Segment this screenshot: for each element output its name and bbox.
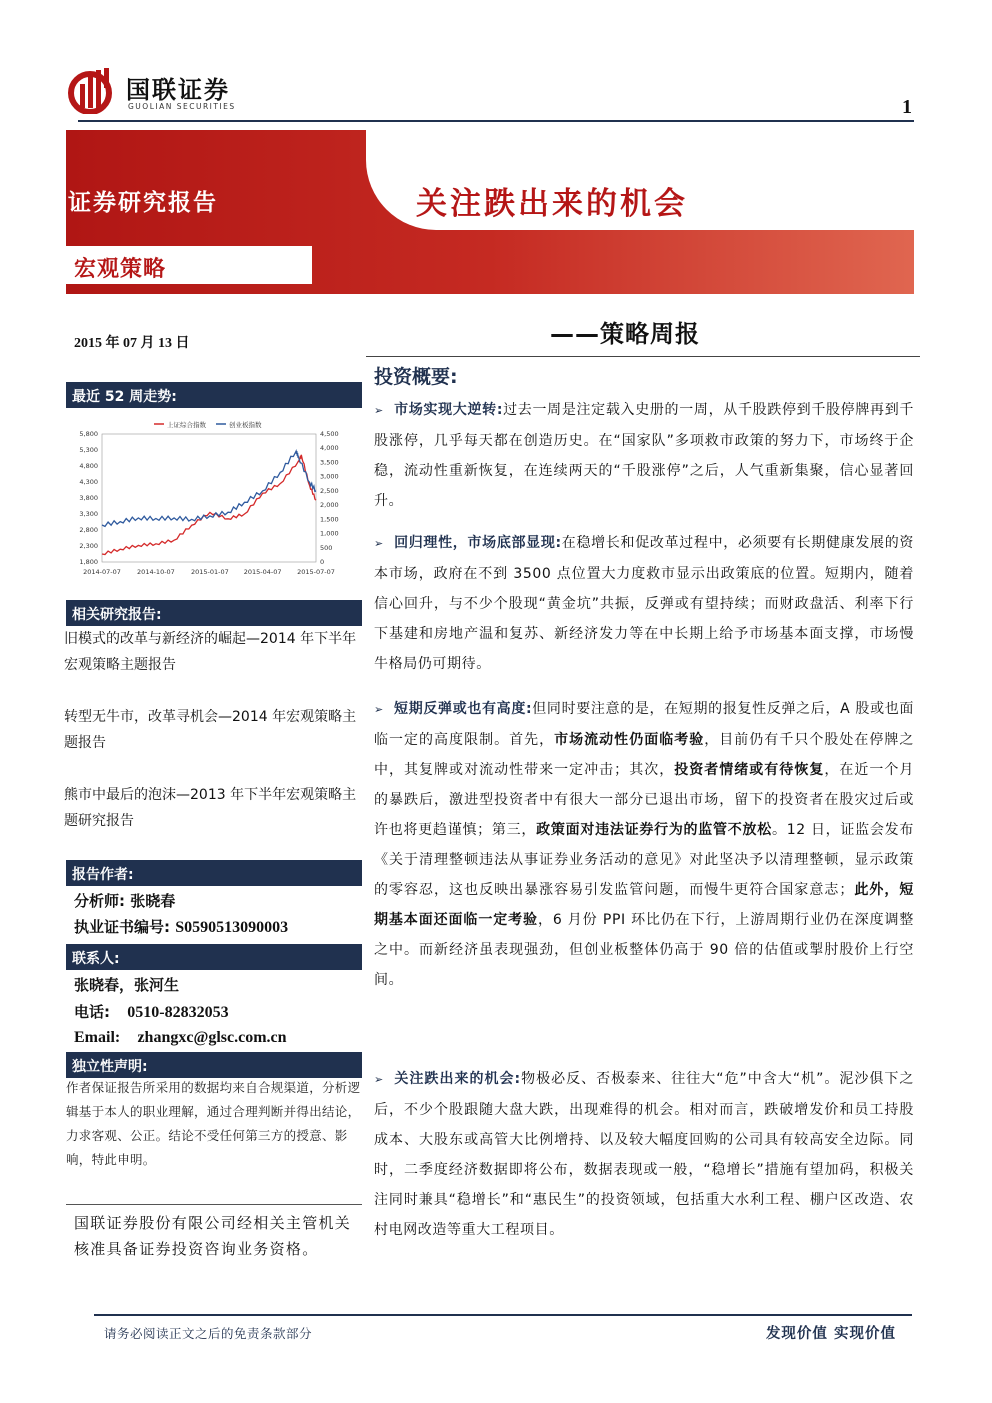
y-right-tick-label: 3,000 xyxy=(320,472,339,481)
email-line xyxy=(74,1028,287,1047)
brand-name-cn: 国联证券 xyxy=(126,76,230,104)
y-left-tick-label: 4,300 xyxy=(79,478,98,486)
y-right-tick-label: 1,500 xyxy=(320,515,339,524)
summary-point-1 xyxy=(374,395,914,516)
report-title: 关注跌出来的机会 xyxy=(416,186,688,222)
trend-header: 最近 52 周走势: xyxy=(66,382,362,408)
independence-statement: 作者保证报告所采用的数据均来自合规渠道，分析逻辑基于本人的职业理解，通过合理判断并得出结论，力求客观、公正。结论不受任何第三方的授意、影响，特此申明。 xyxy=(66,1080,361,1167)
summary-point-4 xyxy=(374,1064,914,1245)
brand-logo xyxy=(66,68,266,118)
related-header: 相关研究报告: xyxy=(66,600,362,626)
section-tag xyxy=(66,246,312,284)
y-left-tick-label: 5,300 xyxy=(79,446,98,454)
summary-point-3 xyxy=(374,694,914,995)
contacts-line: 张晓春，张河生 xyxy=(74,976,180,994)
cert-line xyxy=(74,916,288,937)
subtitle-divider xyxy=(366,356,920,357)
arrow-bullet-icon: ➢ xyxy=(374,404,384,417)
arrow-bullet-icon: ➢ xyxy=(374,1073,384,1086)
email-label: Email: xyxy=(74,1029,121,1046)
point-1-text: 过去一周是注定载入史册的一周，从千股跌停到千股停牌再到千股涨停，几乎每天都在创造历史。在“国家队”多项救市政策的努力下，市场终于企稳，流动性重新恢复，在连续两天的“千股涨停”之后，人气重新集聚，信心显著回升。 xyxy=(374,402,914,509)
x-tick-label: 2015-04-07 xyxy=(243,568,282,576)
point-3-bold-2: 投资者情绪或有待恢复 xyxy=(674,762,825,778)
y-left-tick-label: 3,300 xyxy=(79,510,98,518)
y-right-tick-label: 2,500 xyxy=(320,486,339,495)
trend-chart-svg xyxy=(66,412,362,586)
arrow-bullet-icon: ➢ xyxy=(374,537,384,550)
x-tick-label: 2014-10-07 xyxy=(137,568,175,576)
header-divider xyxy=(78,120,914,122)
y-right-tick-label: 1,000 xyxy=(320,529,339,538)
x-tick-label: 2015-01-07 xyxy=(190,568,229,576)
y-left-tick-label: 2,300 xyxy=(79,542,98,550)
report-date: 2015 年 07 月 13 日 xyxy=(74,336,190,351)
analyst-label: 分析师: xyxy=(74,892,125,910)
point-3-text-f: ，6 月份 PPI 环比仍在下行，上游周期行业仍在深度调整之中。而新经济虽表现强劲，但创业板整体仍高于 90 倍的估值或掣肘股价上行空间。 xyxy=(374,912,914,988)
section-label: 宏观策略 xyxy=(74,257,167,282)
point-2-keyword: 回归理性，市场底部显现: xyxy=(394,535,562,551)
trend-chart xyxy=(66,412,362,586)
y-right-tick-label: 500 xyxy=(320,543,333,552)
arrow-bullet-icon: ➢ xyxy=(374,703,384,716)
series-line-2 xyxy=(102,451,316,526)
point-3-text-e: 。12 日，证监会发布《关于清理整顿违法从事证券业务活动的意见》对此坚决予以清理整顿，显示政策的零容忍，这也反映出暴涨容易引发监管问题，而慢牛更符合国家意志； xyxy=(374,822,914,898)
phone-number: 0510-82832053 xyxy=(127,1004,229,1021)
independence-header: 独立性声明: xyxy=(66,1052,362,1078)
brand-name-en: GUOLIAN SECURITIES xyxy=(128,102,236,111)
footer-disclaimer: 请务必阅读正文之后的免责条款部分 xyxy=(104,1326,313,1341)
y-right-tick-label: 2,000 xyxy=(320,501,339,510)
summary-point-2 xyxy=(374,528,914,679)
legend-label: 上证综合指数 xyxy=(167,421,206,429)
logo-mark-icon xyxy=(66,68,118,114)
cert-number: S0590513090003 xyxy=(175,919,289,936)
point-4-text: 物极必反、否极泰来、往往大“危”中含大“机”。泥沙俱下之后，不少个股跟随大盘大跌，出现难得的机会。相对而言，跌破增发价和员工持股成本、大股东或高管大比例增持、以及较大幅度回购的公司具有较高安全边际。同时，二季度经济数据即将公布，数据表现或一般，“稳增长”措施有望加码，积极关注同时兼具“稳增长”和“惠民生”的投资领域，包括重大水利工程、棚户区改造、农村电网改造等重大工程项目。 xyxy=(374,1071,915,1238)
point-3-bold-3: 政策面对违法证券行为的监管不放松 xyxy=(536,822,772,838)
phone-line xyxy=(74,1001,229,1022)
report-subtitle: ——策略周报 xyxy=(550,320,700,348)
point-2-text: 在稳增长和促改革过程中，必须要有长期健康发展的资本市场，政府在不到 3500 点位置大力度救市显示出政策底的位置。短期内，随着信心回升，与不少个股现“黄金坑”共振，反弹或有望持续；而财政盘活、利率下行下基建和房地产温和复苏、新经济发力等在中长期上给予市场基本面支撑，市场慢牛格局仍可期待。 xyxy=(374,535,914,672)
legend-label: 创业板指数 xyxy=(229,421,262,429)
report-category: 证券研究报告 xyxy=(68,190,218,216)
point-3-bold-4: 此外，短期基本面还面临一定考验 xyxy=(374,882,914,928)
y-right-tick-label: 0 xyxy=(320,558,325,566)
y-right-tick-label: 3,500 xyxy=(320,458,339,467)
analyst-name: 张晓春 xyxy=(130,892,176,910)
y-left-tick-label: 1,800 xyxy=(79,558,98,566)
related-report-1[interactable]: 旧模式的改革与新经济的崛起—2014 年下半年宏观策略主题报告 xyxy=(64,631,357,673)
x-tick-label: 2015-07-07 xyxy=(297,568,335,576)
author-header: 报告作者: xyxy=(66,860,362,886)
analyst-line xyxy=(74,890,175,911)
point-3-bold-1: 市场流动性仍面临考验 xyxy=(554,732,705,748)
y-left-tick-label: 4,800 xyxy=(79,462,98,470)
license-statement: 国联证券股份有限公司经相关主管机关核准具备证券投资咨询业务资格。 xyxy=(74,1214,352,1258)
y-right-tick-label: 4,000 xyxy=(320,444,339,453)
point-3-text-a: 但同时要注意的是，在短期的报复性反弹之后，A 股或也面临一定的高度限制。首先， xyxy=(374,701,914,748)
y-left-tick-label: 2,800 xyxy=(79,526,98,534)
summary-heading: 投资概要: xyxy=(374,366,458,388)
y-left-tick-label: 5,800 xyxy=(79,430,98,438)
related-report-2[interactable]: 转型无牛市，改革寻机会—2014 年宏观策略主题报告 xyxy=(64,709,357,751)
point-3-text-d: ，在近一个月的暴跌后，激进型投资者中有很大一部分已退出市场，留下的投资者在股灾过后或许也将更趋谨慎；第三， xyxy=(374,762,915,838)
page-number: 1 xyxy=(902,96,912,118)
y-right-tick-label: 4,500 xyxy=(320,430,339,438)
phone-label: 电话: xyxy=(74,1003,110,1021)
plot-frame xyxy=(102,434,316,562)
point-1-keyword: 市场实现大逆转: xyxy=(394,402,504,418)
contact-header: 联系人: xyxy=(66,944,362,970)
point-3-text-c: ，目前仍有千只个股处在停牌之中，其复牌或对流动性带来一定冲击；其次， xyxy=(374,732,915,778)
point-4-keyword: 关注跌出来的机会: xyxy=(394,1071,521,1087)
footer-divider xyxy=(94,1314,912,1316)
point-3-keyword: 短期反弹或也有高度: xyxy=(394,701,533,717)
email-address[interactable]: zhangxc@glsc.com.cn xyxy=(137,1029,287,1046)
y-left-tick-label: 3,800 xyxy=(79,494,98,502)
cert-label: 执业证书编号: xyxy=(74,918,170,936)
license-divider xyxy=(66,1204,362,1205)
related-report-3[interactable]: 熊市中最后的泡沫—2013 年下半年宏观策略主题研究报告 xyxy=(64,787,357,829)
x-tick-label: 2014-07-07 xyxy=(83,568,121,576)
footer-slogan: 发现价值 实现价值 xyxy=(765,1326,896,1342)
report-banner xyxy=(66,130,914,294)
